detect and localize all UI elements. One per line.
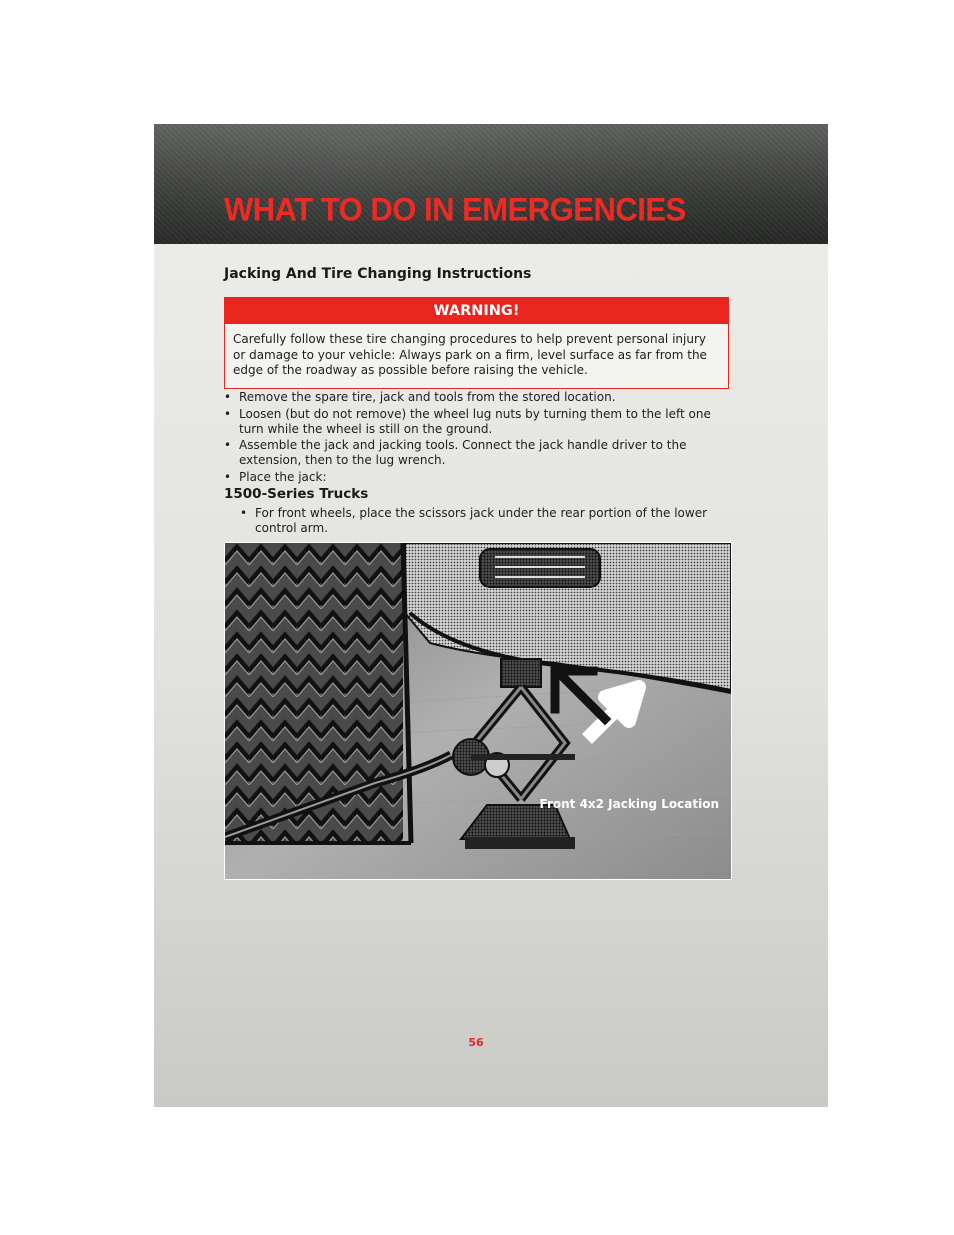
page-title: WHAT TO DO IN EMERGENCIES xyxy=(224,191,686,228)
warning-box xyxy=(224,297,729,389)
steps-list xyxy=(224,390,734,486)
list-item: • Assemble the jack and jacking tools. Connect the jack handle driver to the extension, then to the lug wrench. xyxy=(224,438,734,468)
warning-text: Carefully follow these tire changing procedures to help prevent personal injury or damage to your vehicle: Always park on a firm, level surface as far from the edge of the roadway as possible before raising the vehicle. xyxy=(233,332,707,378)
list-item: • Loosen (but do not remove) the wheel lug nuts by turning them to the left one turn while the wheel is still on the ground. xyxy=(224,407,734,437)
jacking-location-illustration xyxy=(224,542,732,880)
page-number: 56 xyxy=(468,1036,484,1049)
subsection-heading: 1500-Series Trucks xyxy=(224,486,369,502)
list-item: • For front wheels, place the scissors jack under the rear portion of the lower control arm. xyxy=(240,506,734,536)
figure-caption: Front 4x2 Jacking Location xyxy=(539,797,719,811)
sub-steps-list xyxy=(240,506,734,536)
section-heading: Jacking And Tire Changing Instructions xyxy=(224,266,532,282)
list-item: • Remove the spare tire, jack and tools from the stored location. xyxy=(224,390,734,405)
warning-label: WARNING! xyxy=(225,298,728,324)
manual-page xyxy=(154,124,828,1107)
jack-illustration-graphic xyxy=(225,543,731,879)
header-band xyxy=(154,124,828,244)
list-item: • Place the jack: xyxy=(224,470,734,485)
